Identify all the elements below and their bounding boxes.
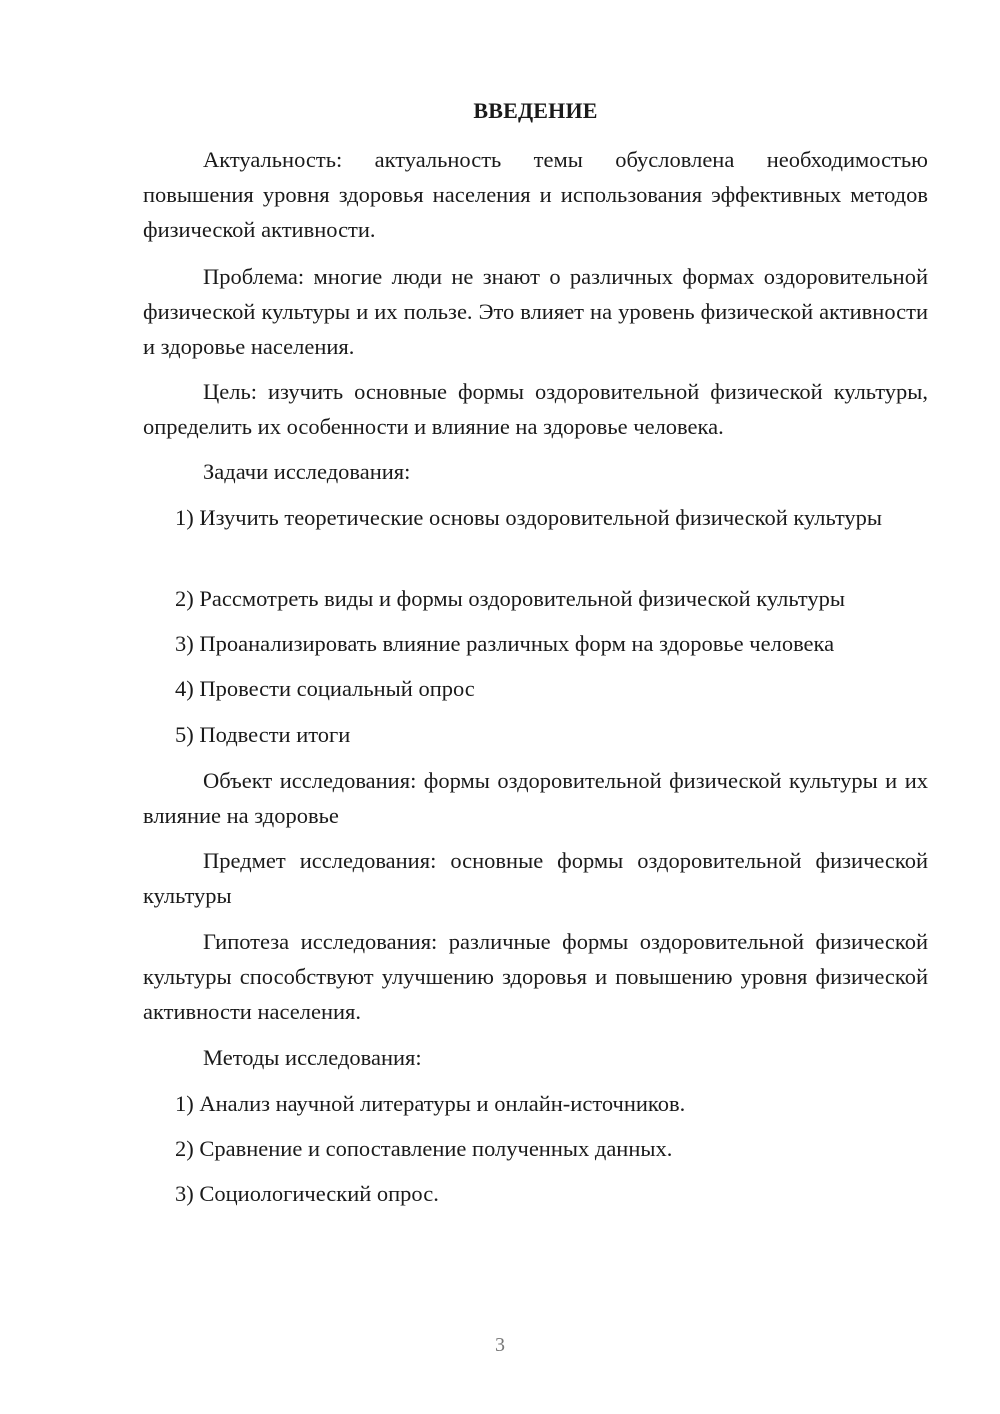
task-item-2: 2) Рассмотреть виды и формы оздоровительной физической культуры <box>175 586 845 611</box>
method-item-3: 3) Социологический опрос. <box>175 1181 439 1206</box>
paragraph-methods-heading: Методы исследования: <box>203 1045 422 1070</box>
page-title: ВВЕДЕНИЕ <box>473 98 598 123</box>
paragraph-object: Объект исследования: формы оздоровительной физической культуры и их влияние на здоровье <box>143 768 928 828</box>
page-number: 3 <box>495 1334 505 1356</box>
paragraph-subject: Предмет исследования: основные формы оздоровительной физической культуры <box>143 848 928 908</box>
task-item-3: 3) Проанализировать влияние различных форм на здоровье человека <box>175 631 835 656</box>
method-item-2: 2) Сравнение и сопоставление полученных данных. <box>175 1136 673 1161</box>
method-item-1: 1) Анализ научной литературы и онлайн-источников. <box>175 1091 686 1116</box>
document-page <box>143 0 928 1414</box>
paragraph-tasks-heading: Задачи исследования: <box>203 459 411 484</box>
task-item-1: 1) Изучить теоретические основы оздоровительной физической культуры <box>175 505 883 530</box>
paragraph-goal: Цель: изучить основные формы оздоровительной физической культуры, определить их особенности и влияние на здоровье человека. <box>143 379 928 439</box>
paragraph-relevance: Актуальность: актуальность темы обусловлена необходимостью повышения уровня здоровья населения и использования эффективных методов физической активности. <box>143 147 928 242</box>
paragraph-hypothesis: Гипотеза исследования: различные формы оздоровительной физической культуры способствуют улучшению здоровья и повышению уровня физической активности населения. <box>143 929 928 1024</box>
task-item-5: 5) Подвести итоги <box>175 722 351 747</box>
task-item-4: 4) Провести социальный опрос <box>175 676 475 701</box>
paragraph-problem: Проблема: многие люди не знают о различных формах оздоровительной физической культуры и их пользе. Это влияет на уровень физической активности и здоровье населения. <box>143 264 928 359</box>
